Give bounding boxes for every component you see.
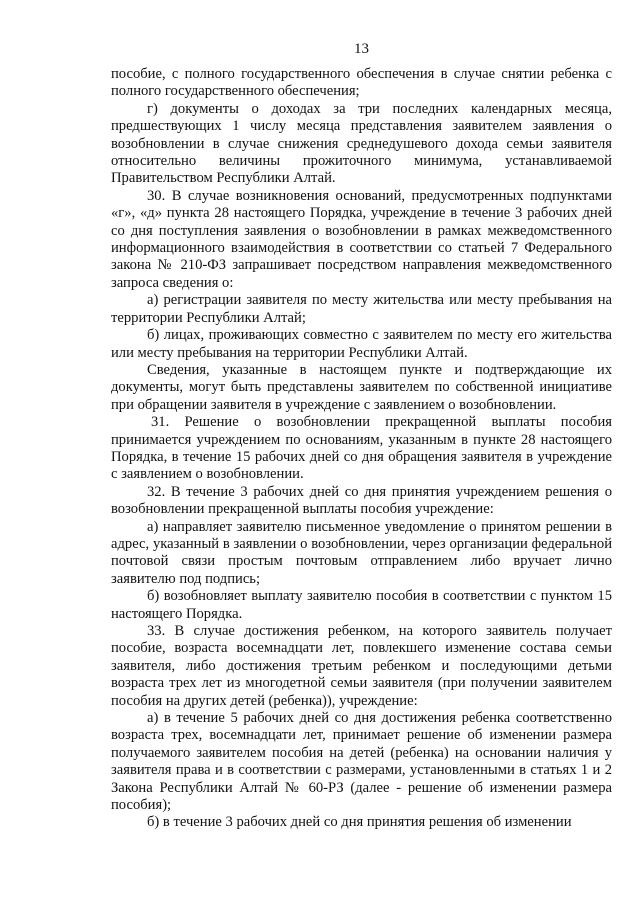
paragraph-item-a-notification: а) направляет заявителю письменное уведомление о принятом решении в адрес, указанный в заявлении о возобновлении, через организации федеральной почтовой связи простым почтовым отправлением либо вручает лично заявителю под подпись; — [111, 518, 612, 587]
paragraph-item-a-registration: а) регистрации заявителя по месту жительства или месту пребывания на территории Республики Алтай; — [111, 292, 612, 326]
paragraph-continuation: пособие, с полного государственного обеспечения в случае снятии ребенка с полного государственного обеспечения; — [111, 66, 612, 100]
paragraph-item-b-continued: б) в течение 3 рабочих дней со дня принятия решения об изменении — [147, 814, 572, 831]
page-number: 13 — [354, 41, 369, 57]
paragraph-clause-30: 30. В случае возникновения оснований, предусмотренных подпунктами «г», «д» пункта 28 настоящего Порядка, учреждение в течение 3 рабочих дней со дня поступления заявления о возобновлении в рамках межведомственного информационного взаимодействия в соответствии со статьей 7 Федерального закона № 210-ФЗ запрашивает посредством направления межведомственного запроса сведения о: — [111, 187, 612, 291]
paragraph-item-b-cohabitants: б) лицах, проживающих совместно с заявителем по месту его жительства или месту пребывания на территории Республики Алтай. — [111, 327, 612, 361]
paragraph-clause-33: 33. В случае достижения ребенком, на которого заявитель получает пособие, возраста восемнадцати лет, повлекшего изменение состава семьи заявителя, либо достижения третьим ребенком и последующими детьми возраста трех лет из многодетной семьи заявителя (при получении заявителем пособия на других детей (ребенка)), учреждение: — [111, 623, 612, 709]
paragraph-clause-31: 31. Решение о возобновлении прекращенной выплаты пособия принимается учреждением по основаниям, указанным в пункте 28 настоящего Порядка, в течение 15 рабочих дней со дня обращения заявителя в учреждение с заявлением о возобновлении. — [111, 414, 612, 483]
paragraph-item-g: г) документы о доходах за три последних календарных месяца, предшествующих 1 числу месяца представления заявителем заявления о возобновлении в случае снижения среднедушевого дохода семьи заявителя относительно величины прожиточного минимума, устанавливаемой Правительством Республики Алтай. — [111, 100, 612, 187]
paragraph-clause-32: 32. В течение 3 рабочих дней со дня принятия учреждением решения о возобновлении прекращенной выплаты пособия учреждение: — [111, 483, 612, 518]
paragraph-item-b-resume-payment: б) возобновляет выплату заявителю пособия в соответствии с пунктом 15 настоящего Порядка. — [111, 588, 612, 622]
paragraph-item-a-size-change: а) в течение 5 рабочих дней со дня достижения ребенка соответственно возраста трех, восемнадцати лет, принимает решение об изменении размера получаемого заявителем пособия на детей (ребенка) на основании наличия у заявителя права и в соответствии с размерами, установленными в статьях 1 и 2 Закона Республики Алтай № 60-РЗ (далее - решение об изменении размера пособия); — [111, 710, 612, 814]
paragraph-information-note: Сведения, указанные в настоящем пункте и подтверждающие их документы, могут быть представлены заявителем по собственной инициативе при обращении заявителя в учреждение с заявлением о возобновлении. — [111, 361, 612, 413]
